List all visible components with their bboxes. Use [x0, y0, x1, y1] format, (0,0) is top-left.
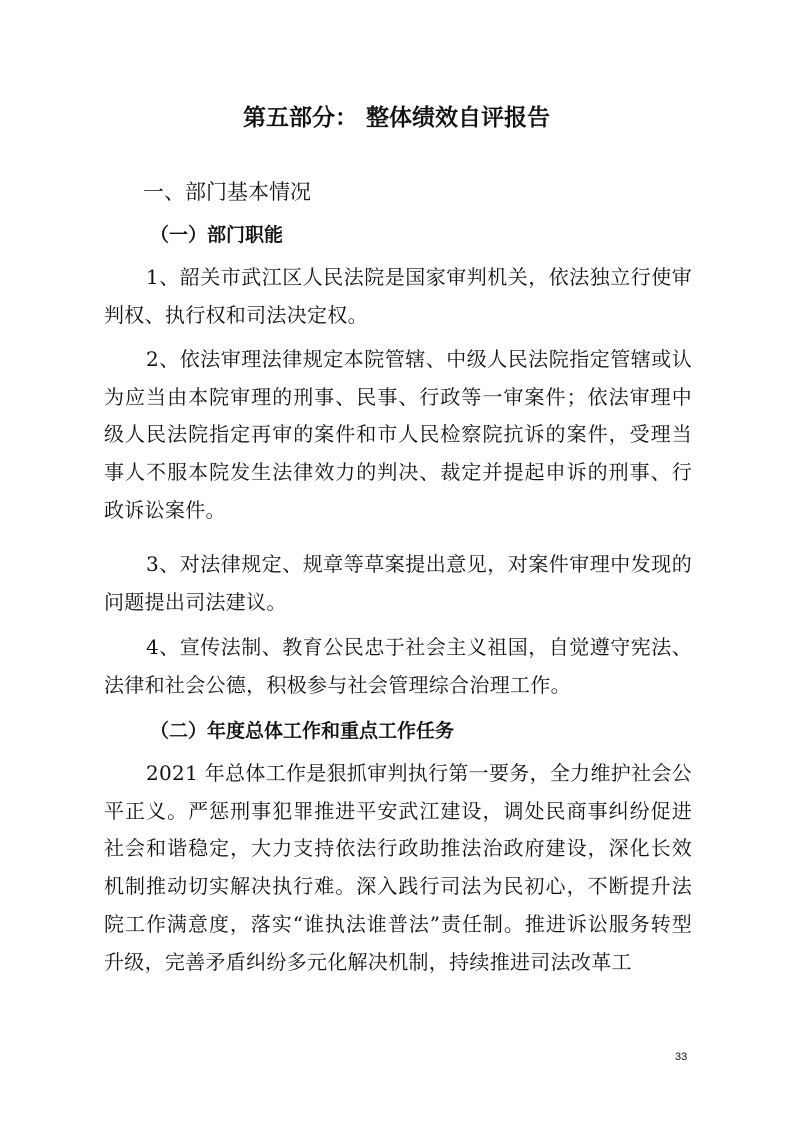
function-item-4: 4、宣传法制、教育公民忠于社会主义祖国，自觉遵守宪法、法律和社会公德，积极参与社会管理综合治理工作。 [104, 635, 692, 697]
function-item-1: 1、韶关市武江区人民法院是国家审判机关，依法独立行使审判权、执行权和司法决定权。 [104, 265, 692, 327]
section-heading-basic-info: 一、部门基本情况 [143, 180, 311, 204]
page-number: 33 [675, 1051, 688, 1063]
annual-work-paragraph: 2021 年总体工作是狠抓审判执行第一要务，全力维护社会公平正义。严惩刑事犯罪推进平安武江建设，调处民商事纠纷促进社会和谐稳定，大力支持依法行政助推法治政府建设，深化长效机制推动切实解决执行难。深入践行司法为民初心，不断提升法院工作满意度，落实“谁执法谁普法”责任制。推进诉讼服务转型升级，完善矛盾纠纷多元化解决机制，持续推进司法改革工 [104, 761, 692, 974]
subsection-heading-annual-tasks: （二）年度总体工作和重点工作任务 [150, 720, 455, 742]
function-item-2: 2、依法审理法律规定本院管辖、中级人民法院指定管辖或认为应当由本院审理的刑事、民事、行政等一审案件；依法审理中级人民法院指定再审的案件和市人民检察院抗诉的案件，受理当事人不服本院发生法律效力的判决、裁定并提起申诉的刑事、行政诉讼案件。 [104, 347, 692, 522]
subsection-heading-functions: （一）部门职能 [150, 224, 284, 246]
function-item-3: 3、对法律规定、规章等草案提出意见，对案件审理中发现的问题提出司法建议。 [104, 552, 692, 614]
page-title: 第五部分： 整体绩效自评报告 [242, 105, 550, 131]
